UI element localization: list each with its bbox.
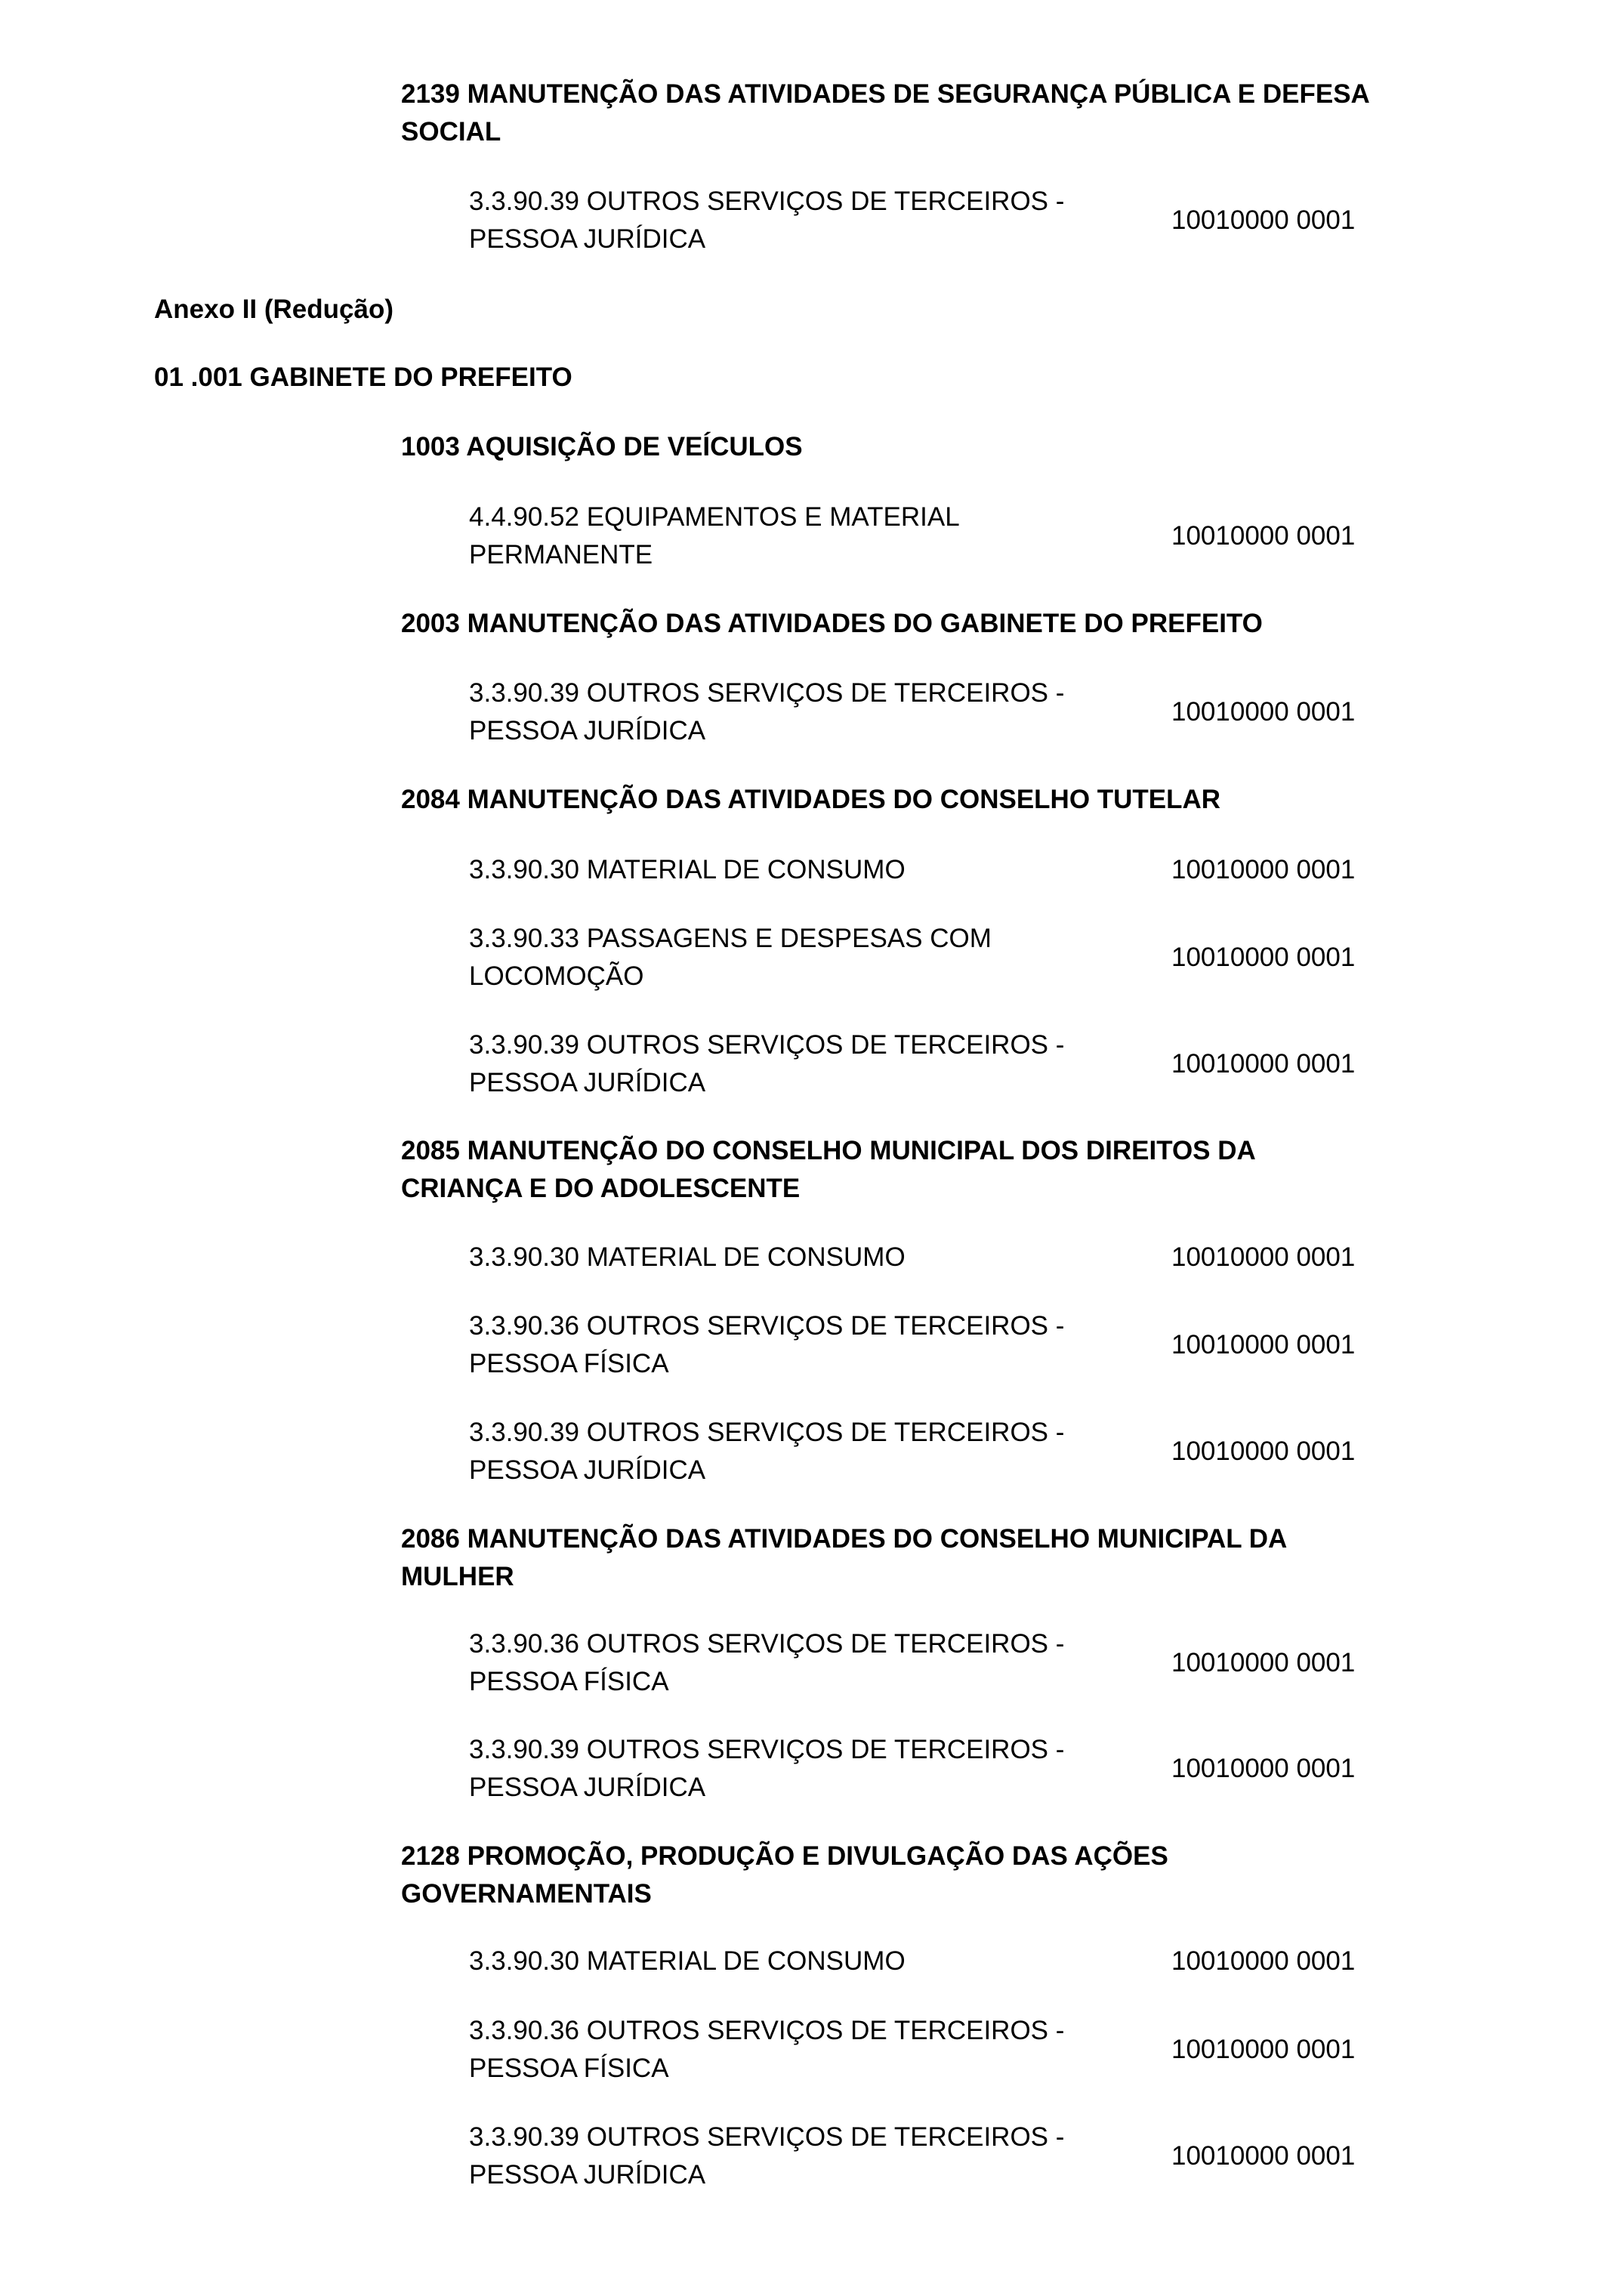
fund-code: 10010000 0001 [1171,1330,1356,1359]
expense-label: 3.3.90.36 OUTROS SERVIÇOS DE TERCEIROS - PESSOA FÍSICA [469,2016,1065,2083]
fund-code: 10010000 0001 [1171,697,1356,727]
action-label: 2085 MANUTENÇÃO DO CONSELHO MUNICIPAL DOS DIREITOS DA CRIANÇA E DO ADOLESCENTE [401,1136,1255,1203]
fund-code: 10010000 0001 [1171,1242,1356,1272]
action-label: 2086 MANUTENÇÃO DAS ATIVIDADES DO CONSELHO MUNICIPAL DA MULHER [401,1524,1286,1591]
fund-code: 10010000 0001 [1171,1648,1356,1677]
action-label: 2139 MANUTENÇÃO DAS ATIVIDADES DE SEGURANÇA PÚBLICA E DEFESA SOCIAL [401,79,1369,147]
expense-label: 3.3.90.39 OUTROS SERVIÇOS DE TERCEIROS - PESSOA JURÍDICA [469,2122,1065,2190]
fund-code: 10010000 0001 [1171,1754,1356,1783]
fund-code: 10010000 0001 [1171,1049,1356,1079]
fund-code: 10010000 0001 [1171,2035,1356,2064]
fund-code: 10010000 0001 [1171,1946,1356,1976]
fund-code: 10010000 0001 [1171,205,1356,235]
expense-label: 3.3.90.30 MATERIAL DE CONSUMO [469,1946,906,1976]
expense-label: 4.4.90.52 EQUIPAMENTOS E MATERIAL PERMANENTE [469,502,959,569]
expense-label: 3.3.90.36 OUTROS SERVIÇOS DE TERCEIROS - PESSOA FÍSICA [469,1311,1065,1378]
action-label: 1003 AQUISIÇÃO DE VEÍCULOS [401,432,803,461]
expense-label: 3.3.90.30 MATERIAL DE CONSUMO [469,855,906,884]
fund-code: 10010000 0001 [1171,943,1356,972]
expense-label: 3.3.90.36 OUTROS SERVIÇOS DE TERCEIROS - PESSOA FÍSICA [469,1629,1065,1696]
expense-label: 3.3.90.30 MATERIAL DE CONSUMO [469,1242,906,1272]
expense-label: 3.3.90.39 OUTROS SERVIÇOS DE TERCEIROS - PESSOA JURÍDICA [469,1418,1065,1485]
unit-label: 01 .001 GABINETE DO PREFEITO [154,363,572,392]
expense-label: 3.3.90.39 OUTROS SERVIÇOS DE TERCEIROS - PESSOA JURÍDICA [469,678,1065,745]
fund-code: 10010000 0001 [1171,2141,1356,2171]
fund-code: 10010000 0001 [1171,855,1356,884]
annex-label: Anexo II (Redução) [154,295,393,324]
action-label: 2128 PROMOÇÃO, PRODUÇÃO E DIVULGAÇÃO DAS AÇÕES GOVERNAMENTAIS [401,1841,1168,1909]
expense-label: 3.3.90.33 PASSAGENS E DESPESAS COM LOCOMOÇÃO [469,924,992,991]
fund-code: 10010000 0001 [1171,521,1356,551]
fund-code: 10010000 0001 [1171,1437,1356,1466]
action-label: 2003 MANUTENÇÃO DAS ATIVIDADES DO GABINETE DO PREFEITO [401,609,1263,638]
expense-label: 3.3.90.39 OUTROS SERVIÇOS DE TERCEIROS - PESSOA JURÍDICA [469,1735,1065,1802]
expense-label: 3.3.90.39 OUTROS SERVIÇOS DE TERCEIROS - PESSOA JURÍDICA [469,1030,1065,1097]
action-label: 2084 MANUTENÇÃO DAS ATIVIDADES DO CONSELHO TUTELAR [401,785,1221,814]
expense-label: 3.3.90.39 OUTROS SERVIÇOS DE TERCEIROS - PESSOA JURÍDICA [469,187,1065,254]
